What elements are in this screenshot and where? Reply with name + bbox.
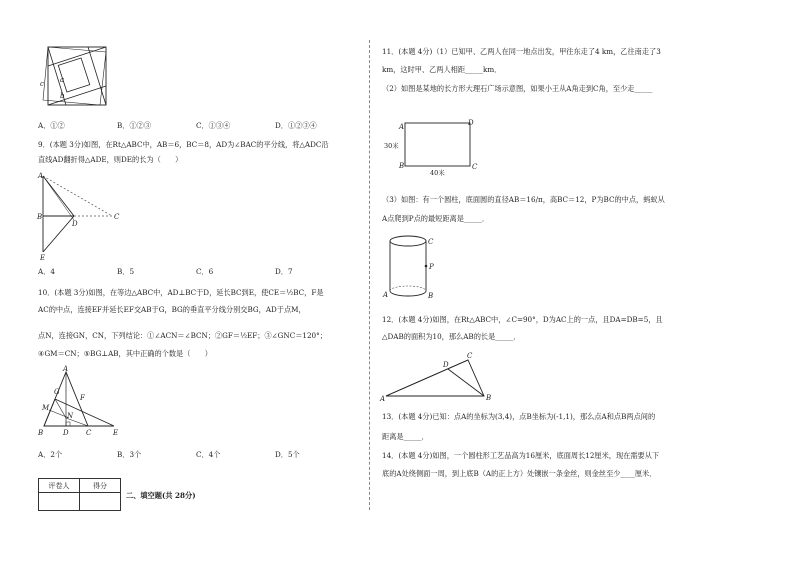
grader-cell-score[interactable] — [80, 493, 121, 511]
q9-line-2: 直线AD翻折得△ADE，则DE的长为（ ） — [38, 155, 183, 164]
q12-line-1: 12．(本题 4分)如图，在Rt△ABC中，∠C=90°，D为AC上的一点，且DA=DB=5，且 — [382, 315, 663, 324]
q8-option-c: C．①③④ — [196, 121, 231, 130]
q10-label-f: F — [80, 394, 85, 402]
q11-rect-side-length: 30米 — [384, 142, 399, 150]
q8-label-b: b — [60, 92, 65, 100]
q9-option-a: A．4 — [38, 267, 55, 276]
q10-option-d: D．5个 — [275, 450, 300, 459]
q10-line-2: AC的中点，连接EF并延长EF交AB于G，BG的垂直平分线分别交BG，AD于点M， — [38, 305, 306, 314]
q11-line-5: A点爬到P点的最短距离是_____． — [382, 214, 490, 223]
q9-option-b: B．5 — [117, 267, 135, 276]
q11-rect-label-d: D — [468, 119, 474, 127]
grader-col-score: 得分 — [80, 479, 121, 493]
q11-line-3: （2）如图是某地的长方形大理石广场示意图，如果小王从A角走到C角，至少走_____ — [382, 84, 653, 93]
q14-line-2: 底的A处绕侧面一周，到上底B（A的正上方）处镶嵌一条金丝，则金丝至少____厘米． — [382, 469, 657, 478]
q10-option-c: C．4个 — [196, 450, 221, 459]
q8-option-a: A．①② — [38, 121, 65, 130]
q11-rect-label-a: A — [399, 123, 405, 131]
q9-label-b: B — [37, 213, 43, 221]
q13-line-2: 距离是_____． — [382, 432, 429, 441]
q11-cyl-label-b: B — [428, 292, 434, 300]
q8-label-a: a — [60, 76, 65, 84]
section-title: 二、填空题(共 28分) — [126, 491, 196, 500]
q9-label-e: E — [40, 254, 46, 262]
grader-cell-reviewer[interactable] — [39, 493, 80, 511]
q10-label-a: A — [63, 365, 69, 373]
column-divider — [369, 40, 370, 510]
q14-line-1: 14．(本题 4分)如图，一个圆柱形工艺品高为16厘米，底面周长12厘米，现在需要从下 — [382, 451, 660, 460]
q8-option-d: D．①②③④ — [275, 121, 317, 130]
q11-line-4: （3）如图：有一个圆柱，底面圆的直径AB＝16/π，高BC＝12，P为BC的中点，蚂蚁从 — [382, 195, 665, 204]
q10-option-a: A．2个 — [38, 450, 63, 459]
q10-figure — [36, 366, 126, 440]
q9-line-1: 9．(本题 3分)如图，在Rt△ABC中，AB＝6，BC＝8，AD为∠BAC的平分线，将△ADC沿 — [38, 140, 329, 149]
q10-label-n: N — [67, 412, 74, 420]
q11-line-2: km，这时甲、乙两人相距_____km． — [382, 65, 502, 74]
q9-label-a: A — [38, 172, 44, 180]
q9-label-d: D — [72, 220, 78, 228]
q11-rect-bottom-length: 40米 — [430, 169, 445, 177]
q12-label-c: C — [467, 352, 473, 360]
q11-rect-label-c: C — [472, 163, 478, 171]
q11-cyl-label-c: C — [428, 238, 434, 246]
q10-label-b: B — [38, 429, 44, 437]
q8-label-c: c — [40, 80, 44, 88]
q10-label-m: M — [42, 404, 50, 412]
q10-line-1: 10．(本题 3分)如图，在等边△ABC中，AD⊥BC于D，延长BC到E，使CE＝½BC，F是 — [38, 288, 324, 297]
q11-rect-label-b: B — [399, 162, 405, 170]
q10-label-e: E — [113, 429, 119, 437]
grader-table — [38, 478, 121, 511]
q8-option-b: B．①②③ — [117, 121, 152, 130]
q12-label-d: D — [443, 361, 449, 369]
q9-label-c: C — [114, 213, 120, 221]
q8-figure — [40, 44, 130, 114]
q10-label-g: G — [54, 388, 60, 396]
q13-line-1: 13．(本题 4分)已知：点A的坐标为(3,4)，点B坐标为(-1,1)，那么点A和点B两点间的 — [382, 412, 656, 421]
q10-label-c: C — [86, 429, 92, 437]
q9-option-c: C．6 — [196, 267, 214, 276]
q11-cyl-label-a: A — [383, 291, 389, 299]
q11-rect-figure — [380, 118, 490, 178]
q10-line-3: 点N，连接GN，CN，下列结论：①∠ACN＝∠BCN；②GF＝½EF；③∠GNC＝120°； — [38, 331, 327, 340]
q10-option-b: B．3个 — [117, 450, 142, 459]
q10-label-d: D — [63, 429, 69, 437]
q12-figure — [378, 348, 508, 406]
q11-line-1: 11．(本题 4分)（1）已知甲、乙两人在同一地点出发，甲往东走了4 km，乙往南走了3 — [382, 47, 661, 56]
grader-col-reviewer: 评卷人 — [39, 479, 80, 493]
q12-line-2: △DAB的面积为10，那么AB的长是_____． — [382, 332, 521, 341]
q11-cyl-label-p: P — [429, 263, 434, 271]
q9-figure — [36, 170, 126, 265]
q9-option-d: D．7 — [275, 267, 293, 276]
q10-line-4: ④GM＝CN；⑤BG⊥AB，其中正确的个数是（ ） — [38, 349, 212, 358]
q12-label-a: A — [380, 395, 386, 403]
q12-label-b: B — [486, 394, 492, 402]
q11-cylinder-figure — [380, 232, 450, 304]
